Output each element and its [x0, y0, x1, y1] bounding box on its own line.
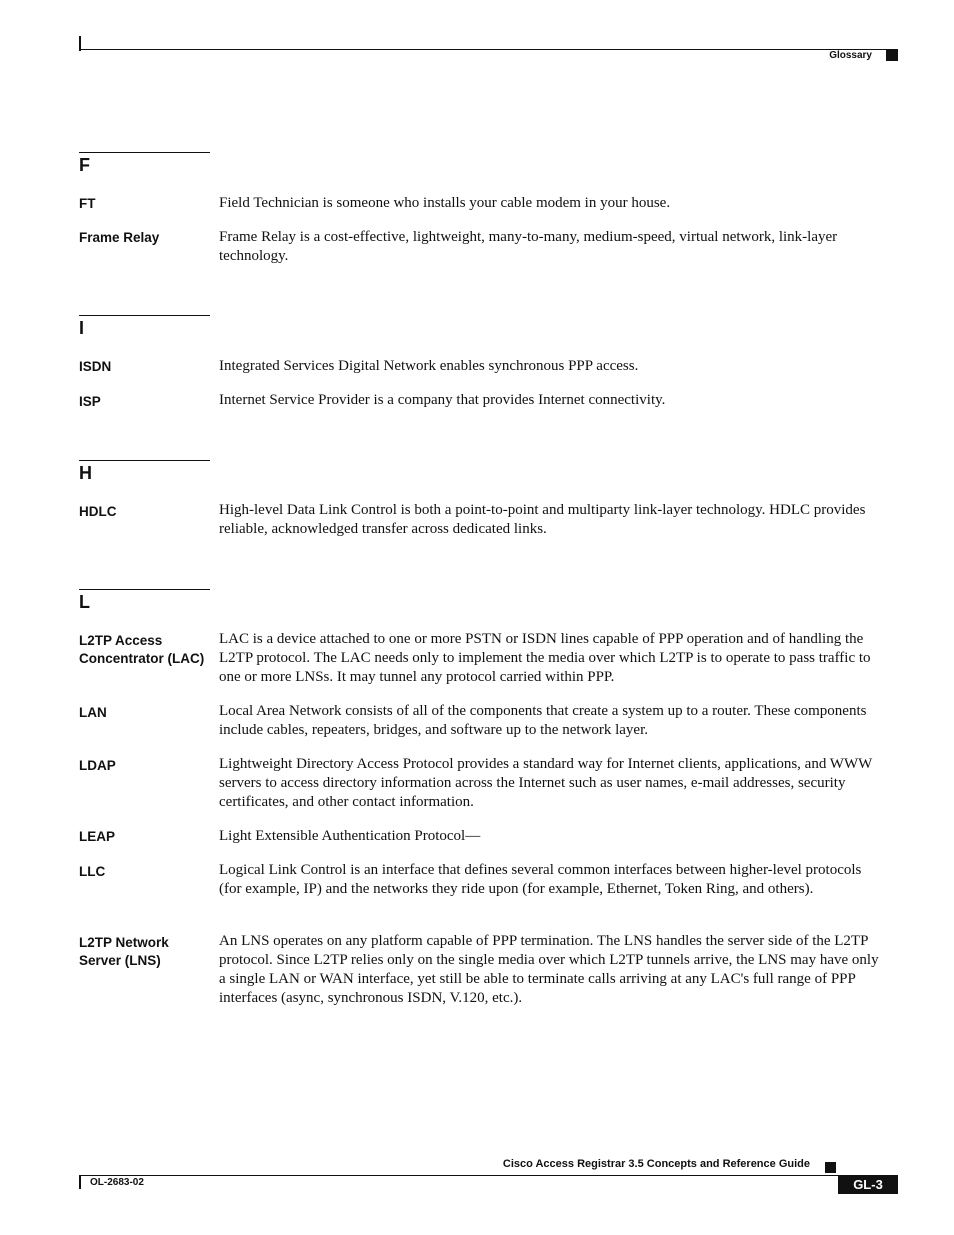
glossary-term: LDAP — [79, 758, 116, 773]
glossary-term: L2TP Network Server (LNS) — [79, 935, 169, 968]
section-rule — [79, 152, 210, 153]
footer-rule — [79, 1175, 898, 1176]
section-rule — [79, 460, 210, 461]
header-section-label: Glossary — [829, 50, 872, 61]
glossary-definition: Logical Link Control is an interface that defines several common interfaces between higher-level protocols (for example, IP) and the networks they ride upon (for example, Ethernet, Token Ring, and others). — [219, 862, 862, 897]
glossary-definition: Internet Service Provider is a company that provides Internet connectivity. — [219, 392, 666, 408]
glossary-term: LLC — [79, 864, 106, 879]
footer-doc-number: OL-2683-02 — [90, 1177, 144, 1188]
glossary-term: HDLC — [79, 504, 117, 519]
glossary-definition: LAC is a device attached to one or more PSTN or ISDN lines capable of PPP operation and of handling the L2TP protocol. The LAC needs only to implement the media over which L2TP is to operate to pass traffic to one or more LNSs. It may tunnel any protocol carried within PPP. — [219, 631, 871, 685]
glossary-term: ISP — [79, 394, 101, 409]
glossary-term: ISDN — [79, 359, 112, 374]
section-heading-i: I — [79, 318, 85, 338]
glossary-term: FT — [79, 196, 96, 211]
glossary-definition: High-level Data Link Control is both a point-to-point and multiparty link-layer technology. HDLC provides reliable, acknowledged transfer across dedicated links. — [219, 502, 866, 537]
footer-marker-square — [825, 1162, 836, 1173]
section-heading-h: H — [79, 463, 92, 483]
section-heading-l: L — [79, 592, 90, 612]
glossary-definition: Local Area Network consists of all of the components that create a system up to a router. These components include cables, repeaters, bridges, and software up to the network layer. — [219, 703, 867, 738]
footer-book-title: Cisco Access Registrar 3.5 Concepts and Reference Guide — [502, 1158, 810, 1170]
footer-left-bar — [79, 1175, 81, 1189]
glossary-term: LEAP — [79, 829, 116, 844]
glossary-term: L2TP Access Concentrator (LAC) — [79, 633, 205, 666]
glossary-definition: An LNS operates on any platform capable of PPP termination. The LNS handles the server side of the L2TP protocol. Since L2TP relies only on the single media over which L2TP tunnels arrive, the LNS may have only a single LAN or WAN interface, yet still be able to terminate calls arriving at any LAC's full range of PPP interfaces (async, synchronous ISDN, V.120, etc.). — [219, 933, 879, 1006]
glossary-definition: Integrated Services Digital Network enables synchronous PPP access. — [219, 358, 639, 374]
glossary-definition: Frame Relay is a cost-effective, lightweight, many-to-many, medium-speed, virtual network, link-layer technology. — [219, 229, 838, 264]
section-rule — [79, 315, 210, 316]
glossary-definition: Lightweight Directory Access Protocol provides a standard way for Internet clients, applications, and WWW servers to access directory information across the Internet such as user names, e-mail addresses, security certificates, and other contact information. — [219, 756, 873, 810]
section-heading-f: F — [79, 155, 90, 175]
header-marker-square — [886, 50, 898, 61]
section-rule — [79, 589, 210, 590]
glossary-term: Frame Relay — [79, 230, 160, 245]
glossary-definition: Field Technician is someone who installs your cable modem in your house. — [219, 195, 671, 211]
glossary-term: LAN — [79, 705, 107, 720]
footer-page-number: GL-3 — [838, 1175, 898, 1194]
header-rule — [79, 49, 898, 50]
glossary-definition: Light Extensible Authentication Protocol— — [219, 828, 481, 844]
